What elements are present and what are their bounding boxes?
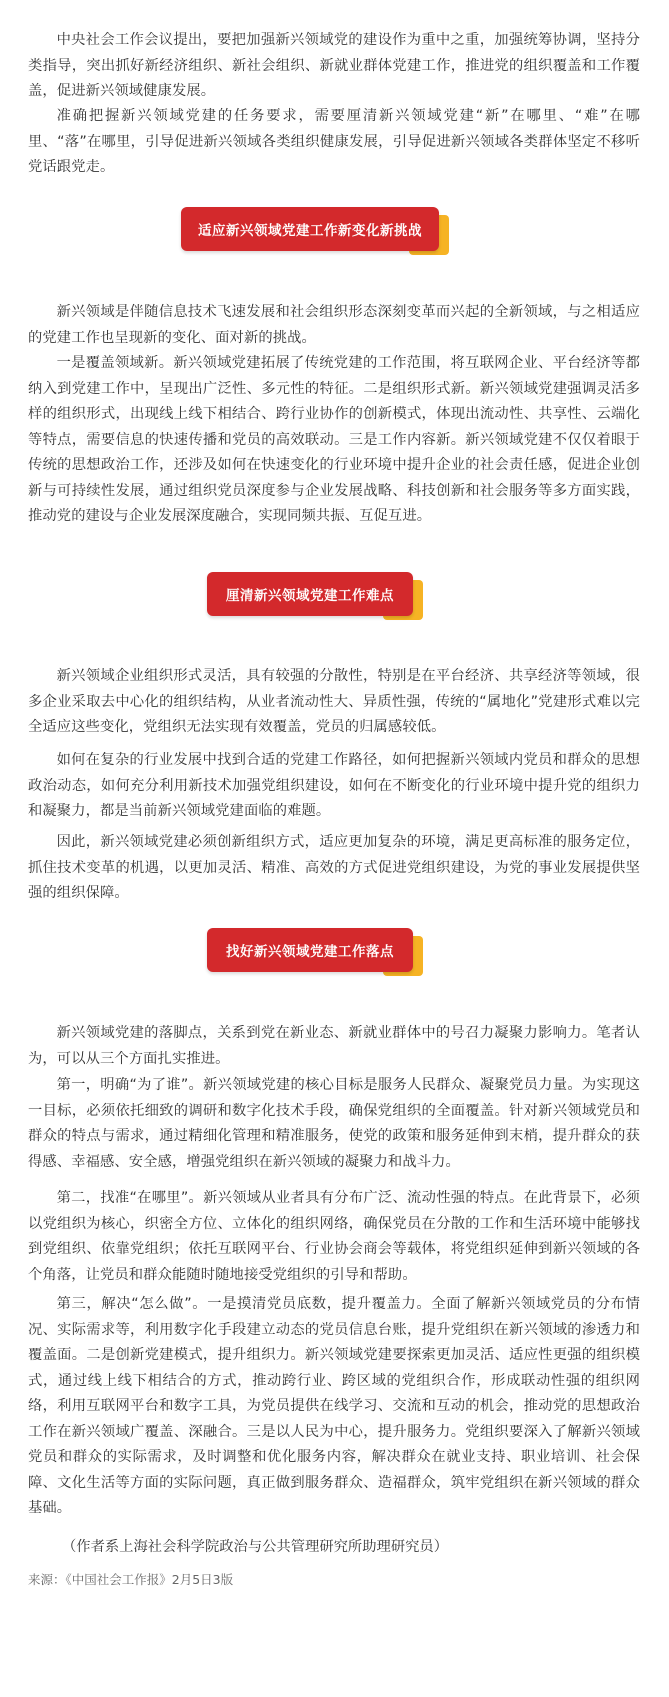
section1-paragraph-1: 新兴领域是伴随信息技术飞速发展和社会组织形态深刻变革而兴起的全新领域，与之相适应的党建工作也呈现新的变化、面对新的挑战。: [28, 304, 640, 346]
source-line: 来源：《中国社会工作报》2月5日3版: [28, 1572, 234, 1587]
author-note: （作者系上海社会科学院政治与公共管理研究所助理研究员）: [62, 1539, 449, 1555]
section2-paragraph-2: 如何在复杂的行业发展中找到合适的党建工作路径，如何把握新兴领域内党员和群众的思想政治动态，如何充分利用新技术加强党组织建设，如何在不断变化的行业环境中提升党的组织力和凝聚力，都是当前新兴领域党建面临的难题。: [28, 752, 640, 819]
section-heading-3-label: 找好新兴领域党建工作落点: [226, 944, 394, 960]
section3-paragraph-4: 第三，解决“怎么做”。一是摸清党员底数，提升覆盖力。全面了解新兴领域党员的分布情况、实际需求等，利用数字化手段建立动态的党员信息台账，提升党组织在新兴领域的渗透力和覆盖面。二是创新党建模式，提升组织力。新兴领域党建要探索更加灵活、适应性更强的组织模式，通过线上线下相结合的方式，推动跨行业、跨区域的党组织合作，形成联动性强的组织网络，利用互联网平台和数字工具，为党员提供在线学习、交流和互动的机会，推动党的思想政治工作在新兴领域广覆盖、深融合。三是以人民为中心，提升服务力。党组织要深入了解新兴领域党员和群众的实际需求，及时调整和优化服务内容，解决群众在就业支持、职业培训、社会保障、文化生活等方面的实际问题，真正做到服务群众、造福群众，筑牢党组织在新兴领域的群众基础。: [28, 1296, 640, 1516]
section-heading-1: [181, 207, 439, 257]
section2-paragraph-3: 因此，新兴领域党建必须创新组织方式，适应更加复杂的环境，满足更高标准的服务定位，抓住技术变革的机遇，以更加灵活、精准、高效的方式促进党组织建设，为党的事业发展提供坚强的组织保障。: [28, 834, 640, 901]
section-heading-3: [207, 928, 413, 978]
heading-bar: [207, 928, 413, 972]
section1-paragraph-2: 一是覆盖领域新。新兴领域党建拓展了传统党建的工作范围，将互联网企业、平台经济等都纳入到党建工作中，呈现出广泛性、多元性的特征。二是组织形式新。新兴领域党建强调灵活多样的组织形式，出现线上线下相结合、跨行业协作的创新模式，体现出流动性、共享性、云端化等特点，需要信息的快速传播和党员的高效联动。三是工作内容新。新兴领域党建不仅仅着眼于传统的思想政治工作，还涉及如何在快速变化的行业环境中提升企业的社会责任感，促进企业创新与可持续性发展，通过组织党员深度参与企业发展战略、科技创新和社会服务等多方面实践，推动党的建设与企业发展深度融合，实现同频共振、互促互进。: [28, 355, 640, 524]
heading-bar: [181, 207, 439, 251]
section2-paragraph-1: 新兴领域企业组织形式灵活，具有较强的分散性，特别是在平台经济、共享经济等领域，很多企业采取去中心化的组织结构，从业者流动性大、异质性强，传统的“属地化”党建形式难以完全适应这些变化，党组织无法实现有效覆盖，党员的归属感较低。: [28, 668, 640, 735]
section3-paragraph-1: 新兴领域党建的落脚点，关系到党在新业态、新就业群体中的号召力凝聚力影响力。笔者认为，可以从三个方面扎实推进。: [28, 1025, 640, 1067]
section-heading-2: [207, 572, 413, 622]
section3-paragraph-3: 第二，找准“在哪里”。新兴领域从业者具有分布广泛、流动性强的特点。在此背景下，必须以党组织为核心，织密全方位、立体化的组织网络，确保党员在分散的工作和生活环境中能够找到党组织、依靠党组织；依托互联网平台、行业协会商会等载体，将党组织延伸到新兴领域的各个角落，让党员和群众能随时随地接受党组织的引导和帮助。: [28, 1190, 640, 1283]
section3-paragraph-2: 第一，明确“为了谁”。新兴领域党建的核心目标是服务人民群众、凝聚党员力量。为实现这一目标，必须依托细致的调研和数字化技术手段，确保党组织的全面覆盖。针对新兴领域党员和群众的特点与需求，通过精细化管理和精准服务，使党的政策和服务延伸到末梢，提升群众的获得感、幸福感、安全感，增强党组织在新兴领域的凝聚力和战斗力。: [28, 1077, 640, 1170]
section-heading-2-label: 厘清新兴领域党建工作难点: [226, 588, 394, 604]
section-heading-1-label: 适应新兴领域党建工作新变化新挑战: [198, 223, 422, 239]
intro-paragraph-2: 准确把握新兴领域党建的任务要求，需要厘清新兴领域党建“新”在哪里、“难”在哪里、“落”在哪里，引导促进新兴领域各类组织健康发展，引导促进新兴领域各类群体坚定不移听党话跟党走。: [28, 108, 640, 175]
intro-paragraph-1: 中央社会工作会议提出，要把加强新兴领域党的建设作为重中之重，加强统筹协调，坚持分类指导，突出抓好新经济组织、新社会组织、新就业群体党建工作，推进党的组织覆盖和工作覆盖，促进新兴领域健康发展。: [28, 32, 640, 99]
heading-bar: [207, 572, 413, 616]
